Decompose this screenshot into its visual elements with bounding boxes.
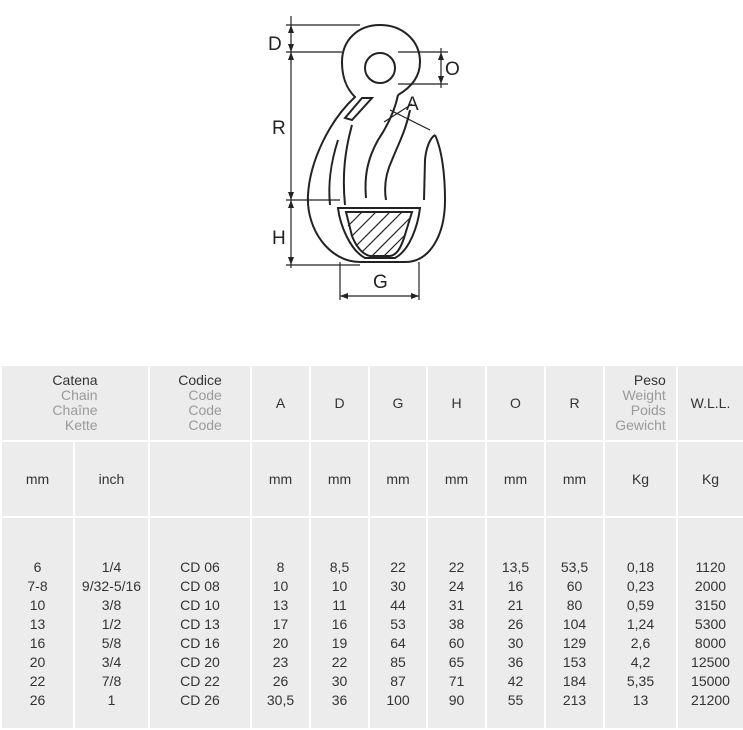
- unit-r: mm: [545, 441, 604, 517]
- table-cell: CD 26: [180, 692, 220, 708]
- table-cell: CD 22: [180, 673, 220, 689]
- header-h: H: [427, 365, 486, 441]
- col-wll: [677, 517, 743, 729]
- table-cell: 53: [390, 616, 406, 632]
- unit-chain-mm: mm: [1, 441, 74, 517]
- table-cell: 90: [448, 692, 465, 708]
- header-catena-en: Chain: [60, 387, 98, 403]
- header-catena-de: Kette: [64, 417, 98, 433]
- table-cell: 213: [562, 692, 587, 708]
- unit-a: mm: [251, 441, 310, 517]
- dim-label-o: O: [445, 59, 460, 80]
- table-cell: 20: [272, 635, 289, 651]
- table-cell: 13: [29, 616, 46, 632]
- units-row: [1, 441, 743, 517]
- table-cell: 55: [507, 692, 524, 708]
- dim-label-h: H: [272, 228, 286, 249]
- table-cell: 0,59: [626, 597, 655, 613]
- table-cell: 38: [448, 616, 465, 632]
- header-peso-fr: Poids: [630, 402, 666, 418]
- table-cell: 10: [29, 597, 46, 613]
- header-peso-primary: Peso: [633, 372, 666, 388]
- table-cell: 22: [390, 559, 406, 575]
- spec-table: [0, 364, 743, 730]
- table-cell: CD 20: [180, 654, 220, 670]
- col-weight: [604, 517, 677, 729]
- col-d: [310, 517, 369, 729]
- col-o: [486, 517, 545, 729]
- table-cell: 104: [562, 616, 587, 632]
- header-a: A: [251, 365, 310, 441]
- header-row: [1, 365, 743, 441]
- table-cell: 8: [276, 559, 285, 575]
- table-cell: CD 10: [180, 597, 220, 613]
- table-cell: 11: [332, 597, 347, 613]
- header-codice: [149, 365, 251, 441]
- table-cell: 53,5: [560, 559, 589, 575]
- header-catena-primary: Catena: [52, 372, 98, 388]
- col-code: [149, 517, 251, 729]
- unit-wll: Kg: [677, 441, 743, 517]
- table-cell: CD 08: [180, 578, 220, 594]
- unit-d: mm: [310, 441, 369, 517]
- table-cell: 8000: [694, 635, 727, 651]
- header-wll: W.L.L.: [677, 365, 743, 441]
- table-cell: 30,5: [266, 692, 295, 708]
- unit-h: mm: [427, 441, 486, 517]
- header-o: O: [486, 365, 545, 441]
- unit-chain-inch: inch: [74, 441, 149, 517]
- header-peso-de: Gewicht: [615, 417, 666, 433]
- table-cell: 36: [507, 654, 524, 670]
- table-cell: 71: [448, 673, 465, 689]
- table-cell: 129: [562, 635, 587, 651]
- table-cell: 1,24: [626, 616, 655, 632]
- table-cell: 23: [272, 654, 289, 670]
- table-cell: 16: [331, 616, 348, 632]
- header-r: R: [545, 365, 604, 441]
- table-cell: CD 16: [180, 635, 220, 651]
- table-cell: 21200: [691, 692, 730, 708]
- table-cell: 6: [33, 559, 42, 575]
- table-cell: 30: [390, 578, 406, 594]
- table-cell: 9/32-5/16: [81, 578, 142, 594]
- table-cell: 4,2: [630, 654, 651, 670]
- table-cell: 16: [507, 578, 524, 594]
- table-cell: 5300: [694, 616, 727, 632]
- col-chain-inch: [74, 517, 149, 729]
- header-codice-fr: Code: [188, 402, 222, 418]
- table-cell: 64: [390, 635, 406, 651]
- table-cell: 24: [448, 578, 465, 594]
- header-peso: [604, 365, 677, 441]
- table-cell: 31: [448, 597, 465, 613]
- table-cell: 1/2: [101, 616, 122, 632]
- header-g: G: [369, 365, 427, 441]
- table-cell: 20: [29, 654, 46, 670]
- unit-g: mm: [369, 441, 427, 517]
- table-cell: 16: [29, 635, 46, 651]
- table-cell: 7/8: [101, 673, 122, 689]
- table-cell: 5,35: [626, 673, 655, 689]
- unit-weight: Kg: [604, 441, 677, 517]
- table-cell: CD 13: [180, 616, 220, 632]
- table-cell: 65: [448, 654, 465, 670]
- grab-hook-drawing: [0, 0, 743, 320]
- table-cell: 3150: [694, 597, 727, 613]
- table-cell: 13: [272, 597, 289, 613]
- header-d: D: [310, 365, 369, 441]
- col-r: [545, 517, 604, 729]
- table-cell: 26: [272, 673, 289, 689]
- table-cell: 0,18: [626, 559, 655, 575]
- table-cell: 36: [331, 692, 348, 708]
- table-cell: 0,23: [626, 578, 655, 594]
- col-a: [251, 517, 310, 729]
- data-row: [1, 517, 743, 729]
- table-cell: 10: [272, 578, 289, 594]
- table-cell: 30: [331, 673, 348, 689]
- table-cell: 30: [507, 635, 524, 651]
- header-catena-fr: Chaîne: [52, 402, 98, 418]
- col-chain-mm: [1, 517, 74, 729]
- header-codice-en: Code: [188, 387, 222, 403]
- table-cell: 8,5: [329, 559, 350, 575]
- table-cell: 26: [29, 692, 46, 708]
- hook-diagram: [0, 0, 743, 320]
- table-cell: 2000: [694, 578, 727, 594]
- table-cell: 44: [390, 597, 406, 613]
- table-cell: 13,5: [501, 559, 530, 575]
- table-cell: 3/8: [101, 597, 122, 613]
- table-cell: 60: [566, 578, 583, 594]
- table-cell: 3/4: [101, 654, 122, 670]
- dim-label-r: R: [272, 118, 286, 139]
- table-cell: 87: [390, 673, 406, 689]
- table-cell: 13: [632, 692, 649, 708]
- header-catena: [1, 365, 149, 441]
- table-cell: 10: [331, 578, 348, 594]
- table-cell: 22: [331, 654, 348, 670]
- col-g: [369, 517, 427, 729]
- unit-o: mm: [486, 441, 545, 517]
- table-cell: 60: [448, 635, 465, 651]
- dim-label-g: G: [373, 272, 388, 293]
- table-cell: 21: [507, 597, 524, 613]
- header-codice-de: Code: [188, 417, 222, 433]
- unit-code: [149, 441, 251, 517]
- table-cell: 1/4: [101, 559, 122, 575]
- dim-label-a: A: [406, 94, 419, 115]
- table-cell: 12500: [691, 654, 730, 670]
- table-cell: 22: [29, 673, 46, 689]
- col-h: [427, 517, 486, 729]
- table-cell: 17: [272, 616, 289, 632]
- table-cell: 80: [566, 597, 583, 613]
- table-cell: 22: [448, 559, 465, 575]
- table-cell: 153: [562, 654, 587, 670]
- table-cell: 100: [386, 692, 410, 708]
- table-cell: 26: [507, 616, 524, 632]
- table-cell: 85: [390, 654, 406, 670]
- table-cell: 184: [562, 673, 587, 689]
- dim-label-d: D: [268, 34, 282, 55]
- table-cell: 19: [331, 635, 348, 651]
- table-cell: 15000: [691, 673, 730, 689]
- table-cell: 7-8: [27, 578, 48, 594]
- table-cell: 5/8: [101, 635, 122, 651]
- header-codice-primary: Codice: [178, 372, 222, 388]
- table-cell: 1: [107, 692, 116, 708]
- table-cell: 2,6: [630, 635, 651, 651]
- table-cell: 42: [507, 673, 524, 689]
- table-cell: CD 06: [180, 559, 220, 575]
- table-cell: 1120: [695, 559, 726, 575]
- header-peso-en: Weight: [622, 387, 666, 403]
